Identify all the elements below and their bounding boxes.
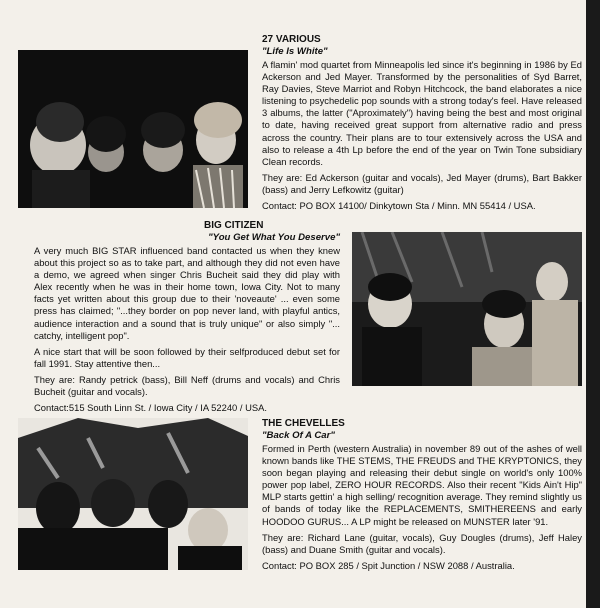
band-description: A flamin' mod quartet from Minneapolis led since it's beginning in 1986 by Ed Ackerson and Jed Mayer. Transformed by the personalities of Syd Barret, Ray Davies, Steve Marriot and Robyn Hitchcock, the band elaborates a nice listening to psychedelic pop sounds with a strong today's feel. Have released 3 albums, the latter ("Aproximately") having being the best and most original to date, having received great support from alternative radio and press across the country. Their plans are to tour extensively across the USA and also to release a 4th Lp before the end of the year on Twin Tone subsidiary Clean records. — [262, 59, 582, 167]
release-title: "Back Of A Car" — [262, 430, 335, 441]
booklet-edge — [586, 0, 600, 608]
band-contact: Contact: PO BOX 14100/ Dinkytown Sta / Minn. MN 55414 / USA. — [262, 200, 536, 212]
release-title: "You Get What You Deserve" — [208, 232, 340, 243]
band-entry-the-chevelles — [262, 418, 582, 576]
band-members: They are: Richard Lane (guitar, vocals), Guy Dougles (drums), Jeff Haley (bass) and Duane Smith (guitar and vocals). — [262, 531, 582, 555]
band-entry-big-citizen — [34, 220, 340, 418]
band-photo-27-various — [18, 50, 248, 208]
release-title: "Life Is White" — [262, 46, 328, 57]
band-name: 27 VARIOUS — [262, 34, 321, 45]
band-description: Formed in Perth (western Australia) in november 89 out of the ashes of well known bands like THE STEMS, THE FREUDS and THE KRYPTONICS, they soon began playing and releasing their debut single on world's only 100% power pop label, ZERO HOUR RECORDS. Also their recent "Kids Ain't Hip" MLP starts gettin' a high selling/ recognition average. They remind slightly us of bands of today like the REPLACEMENTS, SMITHEREENS and early HOODOO GURUS... A LP might be released on MUNSTER later '91. — [262, 443, 582, 527]
band-contact: Contact:515 South Linn St. / Iowa City / IA 52240 / USA. — [34, 402, 267, 414]
band-members: They are: Randy petrick (bass), Bill Neff (drums and vocals) and Chris Bucheit (guitar and vocals). — [34, 373, 340, 398]
band-entry-27-various — [262, 34, 582, 216]
band-name: BIG CITIZEN — [204, 220, 264, 231]
band-description: A very much BIG STAR influenced band contacted us when they knew about this project so as to take part, and although they did not even have a demo, we agreed when singer Chris Bucheit said they did play with Alex recently when he was in their home town, Iowa City. Not to many facts yet written about this group due to their 'noveaute' ... even some press has claimed; "...they border on pop never land, with playful antics, audience interaction and a sound that is truly unique" or also simply "... catchy, intelligent pop". — [34, 245, 340, 341]
band-photo-the-chevelles — [18, 418, 248, 570]
band-photo-big-citizen — [352, 232, 582, 386]
band-note: A nice start that will be soon followed by their selfproduced debut set for fall 1991. Stay attentive then... — [34, 345, 340, 369]
band-name: THE CHEVELLES — [262, 418, 345, 429]
band-members: They are: Ed Ackerson (guitar and vocals), Jed Mayer (drums), Bart Bakker (bass) and Jerry Lefkowitz (guitar) — [262, 171, 582, 195]
band-contact: Contact: PO BOX 285 / Spit Junction / NSW 2088 / Australia. — [262, 559, 515, 571]
